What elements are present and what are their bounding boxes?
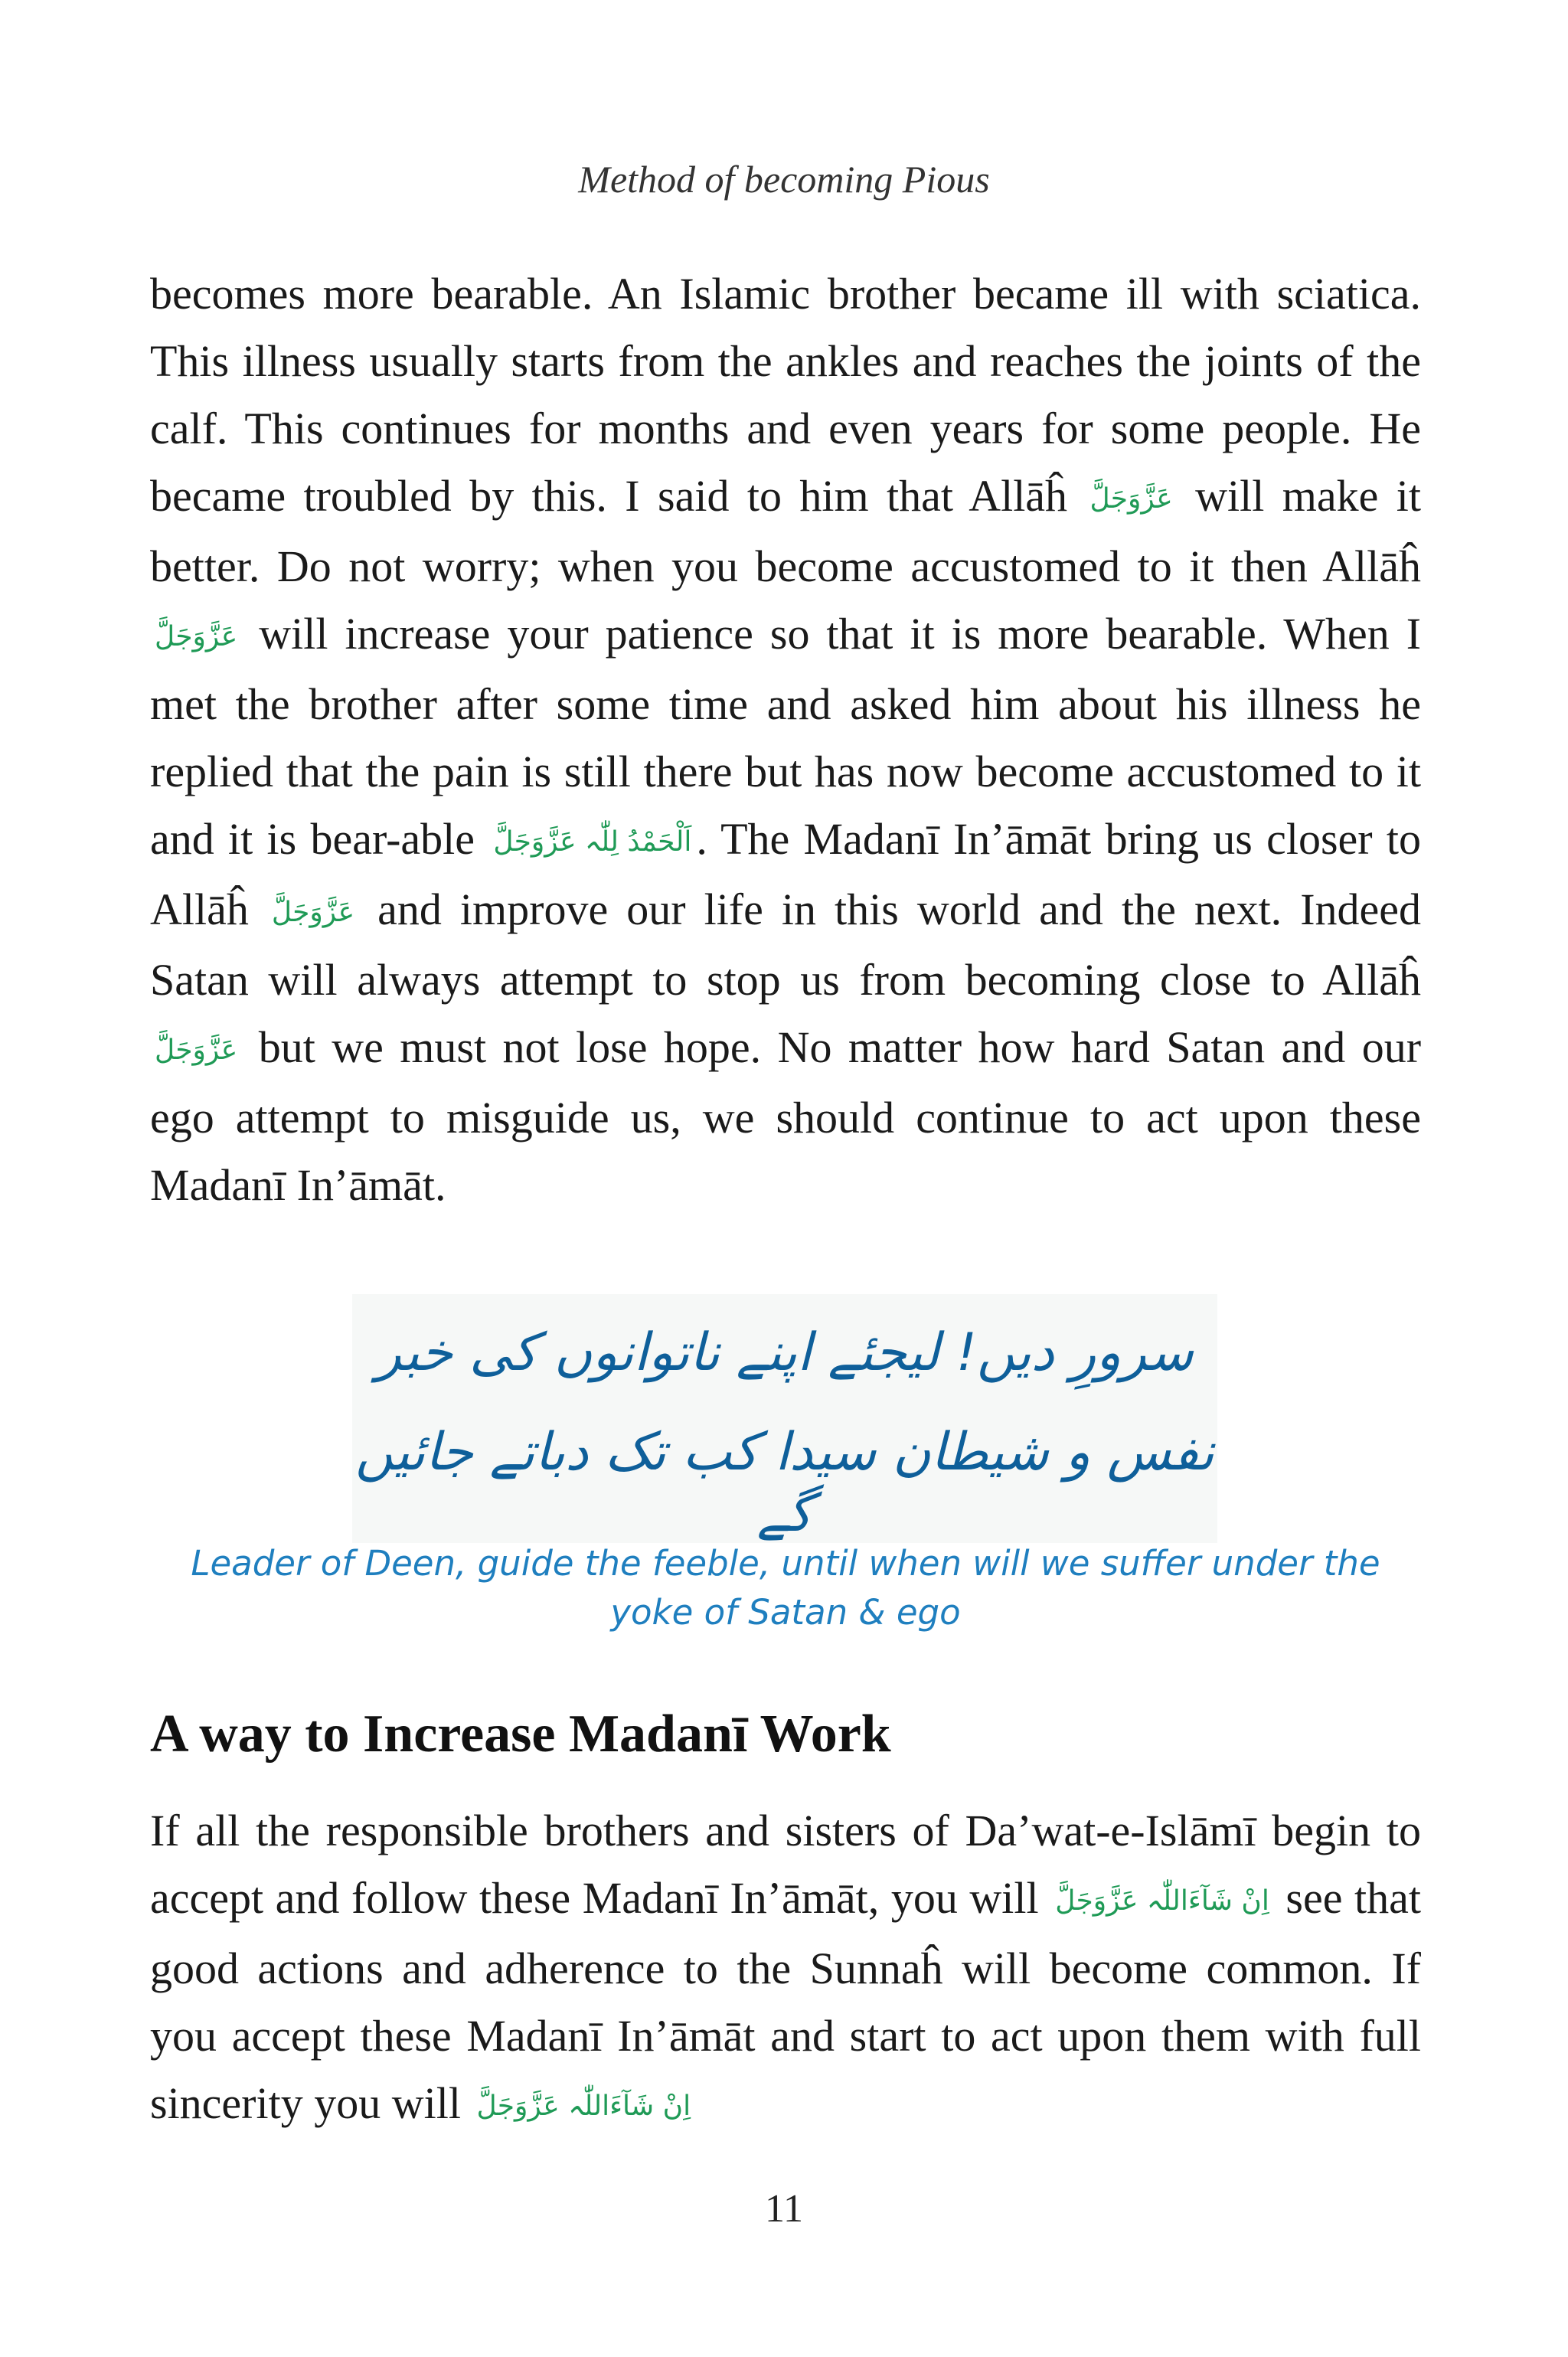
honorific-azza-wa-jal: عَزَّوَجَلَّ [155, 621, 238, 652]
running-header: Method of becoming Pious [578, 158, 990, 201]
paragraph-text [150, 1797, 1421, 2140]
urdu-verse-line-2: نفس و شیطان سیدا کب تک دباتے جائیں گے [355, 1422, 1214, 1544]
text-run: see that good actions and adherence to the Sunnaĥ will become common. If you accept these Madanī In’āmāt and start to act upon them with full sincerity you will [150, 1873, 1422, 2128]
text-run: will increase your patience so that it is more bearable. When I met the brother after some time and asked him about his illness he replied that the pain is still there but has now become accustomed to it and it is bear-able [150, 609, 1422, 864]
text-run: becomes more bearable. An Islamic brother became ill with sciatica. This illness usually starts from the ankles and reaches the joints of the calf. This continues for months and even years for some people. He became troubled by this. I said to him that Allāĥ [150, 269, 1421, 521]
text-run: . The Madanī In’āmāt bring us closer to Allāĥ [150, 814, 1421, 934]
urdu-verse-line-1: سرورِ دیں! لیجئے اپنے ناتوانوں کی خبر [376, 1322, 1194, 1383]
honorific-alhamdulillah: اَلْحَمْدُ لِلّٰہ عَزَّوَجَلَّ [493, 826, 692, 858]
text-run: If all the responsible brothers and sisters of Da’wat-e-Islāmī begin to accept and follow these Madanī In’āmāt, you will [150, 1806, 1421, 1923]
honorific-azza-wa-jal: عَزَّوَجَلَّ [1089, 483, 1173, 515]
honorific-azza-wa-jal: عَزَّوَجَلَّ [155, 1035, 238, 1066]
section-heading: A way to Increase Madanī Work [150, 1705, 891, 1764]
verse-translation: Leader of Deen, guide the feeble, until when will we suffer under the yoke of Satan & ego [191, 1543, 1380, 1633]
body-paragraph-2 [150, 1797, 1421, 2140]
honorific-insha-allah: اِنْ شَآءَاللّٰہ عَزَّوَجَلَّ [1055, 1885, 1269, 1917]
honorific-insha-allah: اِنْ شَآءَاللّٰہ عَزَّوَجَلَّ [476, 2091, 691, 2122]
text-run: will make it better. Do not worry; when you become accustomed to it then Allāĥ [150, 471, 1422, 591]
paragraph-text [150, 260, 1421, 1219]
urdu-verse-panel [352, 1294, 1217, 1543]
text-run: but we must not lose hope. No matter how hard Satan and our ego attempt to misguide us, we should continue to act upon these Madanī In’āmāt. [150, 1022, 1422, 1210]
honorific-azza-wa-jal: عَزَّوَجَلَّ [271, 897, 355, 928]
body-paragraph-1 [150, 260, 1421, 1219]
text-run: and improve our life in this world and the next. Indeed Satan will always attempt to stop us from becoming close to Allāĥ [150, 884, 1422, 1005]
page-number: 11 [764, 2187, 804, 2231]
